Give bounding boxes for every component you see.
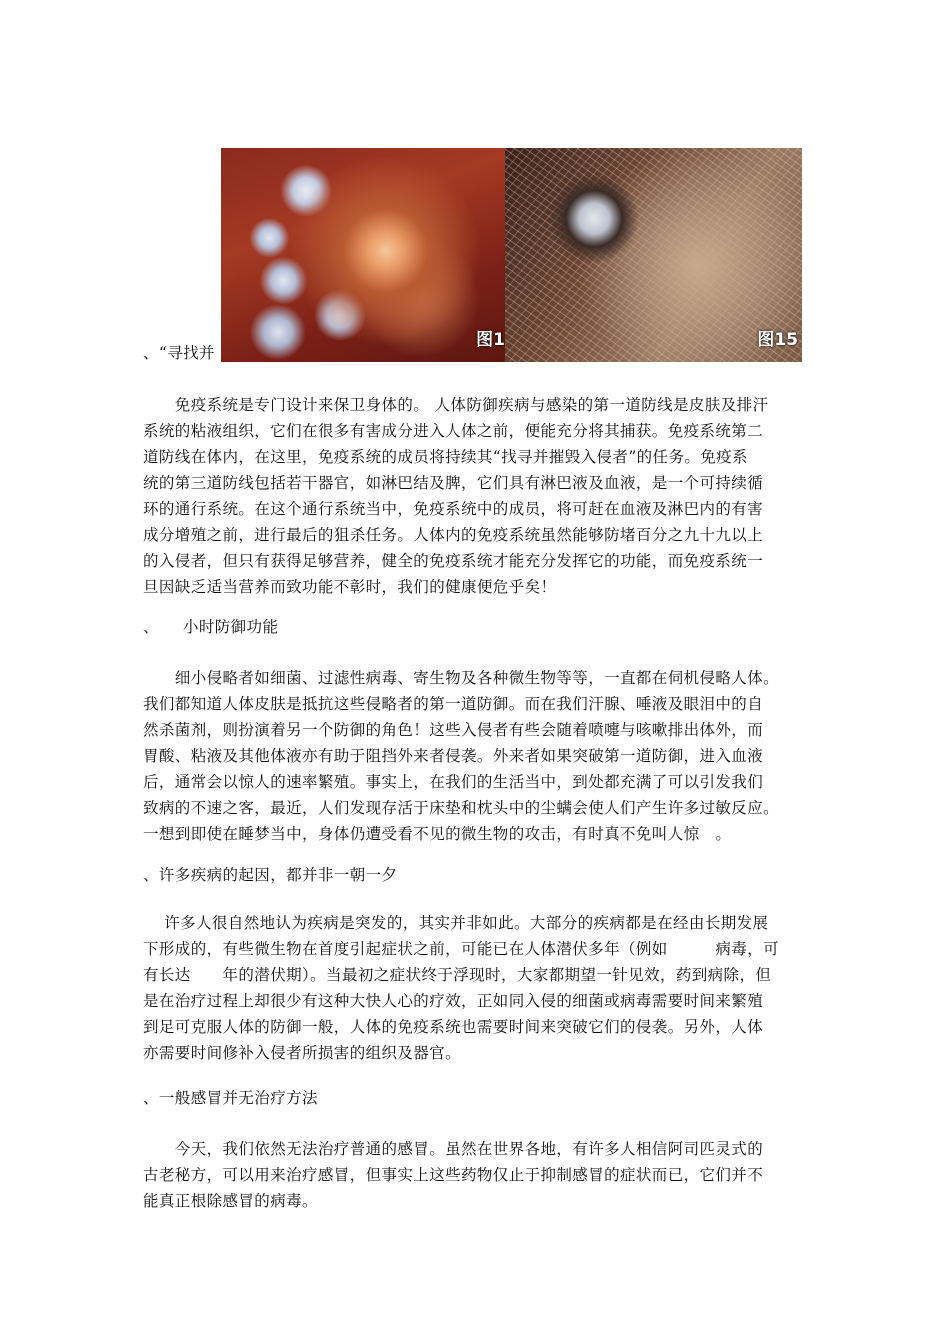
paragraph-line: 下形成的，有些微生物在首度引起症状之前，可能已在人体潜伏多年（例如 病毒，可 <box>143 940 780 958</box>
paragraph-line: 免疫系统是专门设计来保卫身体的。 人体防御疾病与感染的第一道防线是皮肤及排汗 <box>143 396 769 414</box>
section-heading: 、一般感冒并无治疗方法 <box>143 1089 318 1107</box>
paragraph-line: 有长达 年的潜伏期）。当最初之症状终于浮现时，大家都期望一针见效，药到病除，但 <box>143 966 772 984</box>
paragraph-line: 致病的不速之客，最近，人们发现存活于床垫和枕头中的尘螨会使人们产生许多过敏反应。 <box>143 799 780 817</box>
paragraph-line: 胃酸、粘液及其他体液亦有助于阻挡外来者侵袭。外来者如果突破第一道防御，进入血液 <box>143 747 764 765</box>
cancer-cell-micrograph-image <box>221 148 505 362</box>
paragraph-line: 我们都知道人体皮肤是抵抗这些侵略者的第一道防御。而在我们汗腺、唾液及眼泪中的自 <box>143 695 764 713</box>
paragraph-line: 一想到即使在睡梦当中，身体仍遭受看不见的微生物的攻击，有时真不免叫人惊 。 <box>143 825 732 843</box>
figure-label: 图15 <box>757 330 798 350</box>
paragraph-line: 古老秘方，可以用来治疗感冒，但事实上这些药物仅止于抑制感冒的症状而已，它们并不 <box>143 1166 764 1184</box>
immune-cell-micrograph-image <box>505 148 802 362</box>
paragraph-line: 道防线在体内，在这里，免疫系统的成员将持续其“找寻并摧毁入侵者”的任务。免疫系 <box>143 448 748 466</box>
paragraph-line: 细小侵略者如细菌、过滤性病毒、寄生物及各种微生物等等，一直都在伺机侵略人体。 <box>143 669 780 687</box>
section-heading: 、“寻找并 <box>143 344 215 362</box>
paragraph-line: 环的通行系统。在这个通行系统当中，免疫系统中的成员，将可赶在血液及淋巴内的有害 <box>143 500 764 518</box>
paragraph-line: 成分增殖之前，进行最后的狙杀任务。人体内的免疫系统虽然能够防堵百分之九十九以上 <box>143 526 764 544</box>
paragraph-line: 统的第三道防线包括若干器官，如淋巴结及脾，它们具有淋巴液及血液，是一个可持续循 <box>143 474 764 492</box>
section-heading: 、许多疾病的起因，都并非一朝一夕 <box>143 866 398 884</box>
paragraph-line: 许多人很自然地认为疾病是突发的，其实并非如此。大部分的疾病都是在经由长期发展 <box>143 914 769 932</box>
paragraph-line: 然杀菌剂，则扮演着另一个防御的角色！这些入侵者有些会随着喷嚏与咳嗽排出体外，而 <box>143 721 764 739</box>
paragraph-line: 能真正根除感冒的病毒。 <box>143 1192 318 1210</box>
paragraph-line: 旦因缺乏适当营养而致功能不彰时，我们的健康便危乎矣！ <box>143 578 557 596</box>
section-heading: 、 小时防御功能 <box>143 618 279 636</box>
paragraph-line: 是在治疗过程上却很少有这种大快人心的疗效，正如同入侵的细菌或病毒需要时间来繁殖 <box>143 992 764 1010</box>
figure-label: 图1 <box>476 330 505 350</box>
paragraph-line: 到足可克服人体的防御一般，人体的免疫系统也需要时间来突破它们的侵袭。另外，人体 <box>143 1018 764 1036</box>
paragraph-line: 系统的粘液组织，它们在很多有害成分进入人体之前，便能充分将其捕获。免疫系统第二 <box>143 422 764 440</box>
paragraph-line: 亦需要时间修补入侵者所损害的组织及器官。 <box>143 1044 462 1062</box>
paragraph-line: 今天，我们依然无法治疗普通的感冒。虽然在世界各地，有许多人相信阿司匹灵式的 <box>143 1140 764 1158</box>
paragraph-line: 的入侵者，但只有获得足够营养，健全的免疫系统才能充分发挥它的功能，而免疫系统一 <box>143 552 764 570</box>
paragraph-line: 后，通常会以惊人的速率繁殖。事实上，在我们的生活当中，到处都充满了可以引发我们 <box>143 773 764 791</box>
